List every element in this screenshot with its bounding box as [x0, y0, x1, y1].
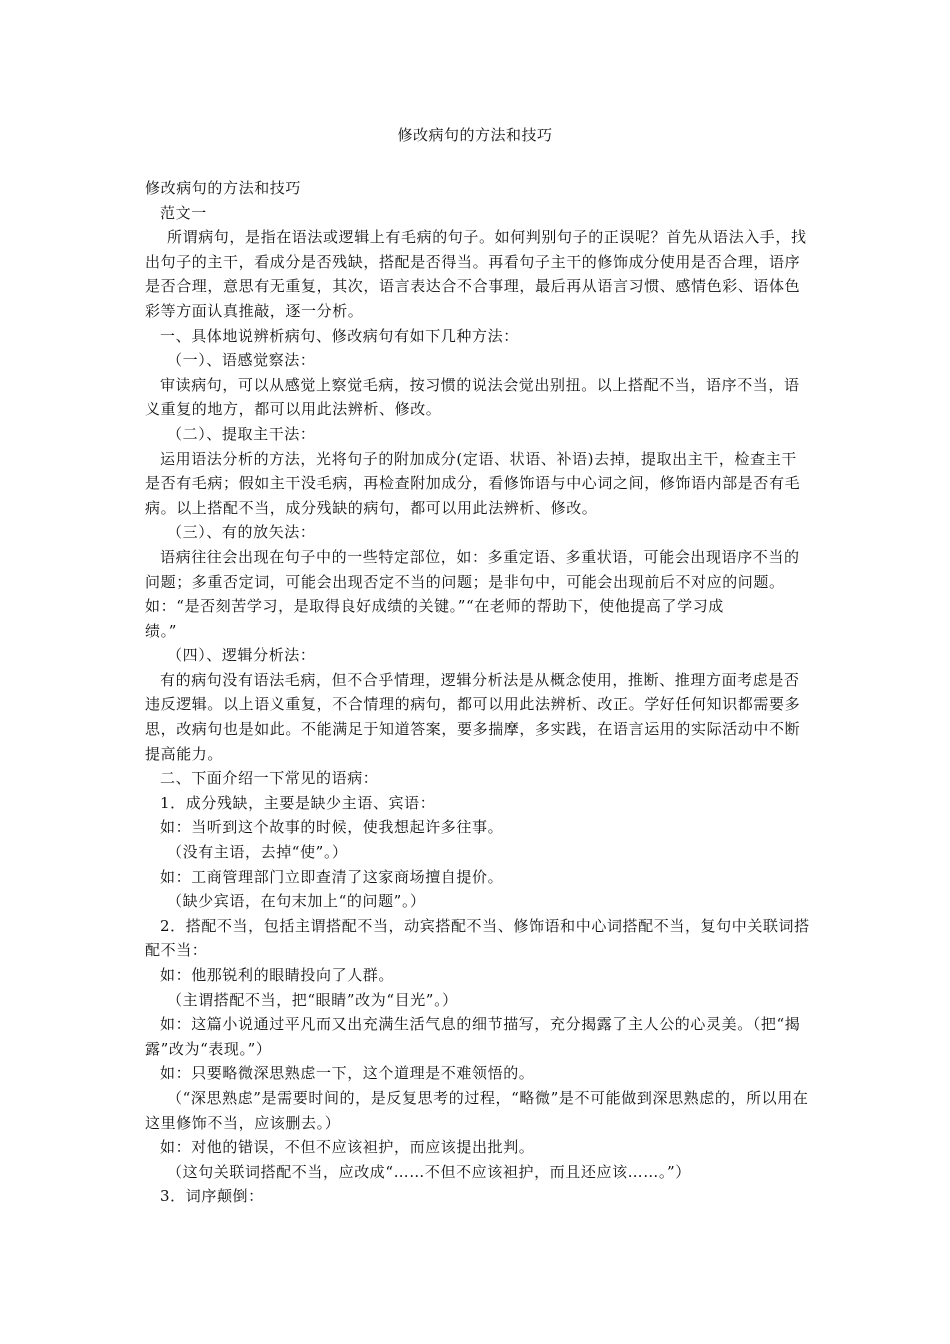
example-2: 如：工商管理部门立即查清了这家商场擅自提价。 [160, 867, 504, 886]
explanation-3: （主谓搭配不当，把“眼睛”改为“目光”。） [167, 990, 458, 1009]
method-four-heading: （四）、逻辑分析法： [167, 646, 316, 665]
item-one-heading: 1．成分残缺，主要是缺少主语、宾语： [160, 793, 436, 812]
method-four-text: 有的病句没有语法毛病，但不合乎情理，逻辑分析法是从概念使用，推断、推理方面考虑是否违反逻辑。以上语义重复，不合情理的病句，都可以用此法辨析、改正。学好任何知识都需要多思，改病句也是如此。不能满足于知道答案，要多揣摩，多实践，在语言运用的实际活动中不断提高能力。 [145, 670, 801, 763]
document-title: 修改病句的方法和技巧 [397, 126, 553, 144]
method-three-text: 语病往往会出现在句子中的一些特定部位，如：多重定语、多重状语，可能会出现语序不当的问题；多重否定词，可能会出现否定不当的问题；是非句中，可能会出现前后不对应的问题。如：“是否刻苦学习，是取得良好成绩的关键。”“在老师的帮助下，使他提高了学习成 [145, 547, 800, 616]
example-6: 如：对他的错误，不但不应该袒护，而应该提出批判。 [160, 1138, 535, 1157]
explanation-2: （缺少宾语，在句末加上“的问题”。） [167, 892, 426, 911]
method-three-heading: （三）、有的放矢法： [167, 523, 316, 542]
method-two-text: 运用语法分析的方法，光将句子的附加成分(定语、状语、补语)去掉，提取出主干，检查主干是否有毛病；假如主干没毛病，再检查附加成分，看修饰语与中心词之间，修饰语内部是否有毛病。以上搭配不当，成分残缺的病句，都可以用此法辨析、修改。 [145, 449, 801, 517]
item-three-heading: 3．词序颠倒： [160, 1187, 264, 1206]
item-two-heading: 2．搭配不当，包括主谓搭配不当，动宾搭配不当、修饰语和中心词搭配不当，复句中关联词搭配不当： [145, 916, 810, 960]
section-one-heading: 一、具体地说辨析病句、修改病句有如下几种方法： [160, 326, 519, 345]
example-3: 如：他那锐利的眼睛投向了人群。 [160, 966, 395, 984]
example-4: 如：这篇小说通过平凡而又出充满生活气息的细节描写，充分揭露了主人公的心灵美。（把“揭露”改为“表现。”） [145, 1015, 801, 1058]
paragraph-intro: 所谓病句，是指在语法或逻辑上有毛病的句子。如何判别句子的正误呢？首先从语法入手，找出句子的主干，看成分是否残缺，搭配是否得当。再看句子主干的修饰成分使用是否合理，语序是否合理，意思有无重复，其次，语言表达合不合事理，最后再从语言习惯、感情色彩、语体色彩等方面认真推敲，逐一分析。 [145, 228, 807, 320]
method-two-heading: （二）、提取主干法： [167, 424, 316, 443]
method-one-heading: （一）、语感觉察法： [167, 351, 316, 370]
sample-label: 范文一 [160, 203, 207, 222]
body-heading: 修改病句的方法和技巧 [145, 179, 302, 197]
method-one-text: 审读病句，可以从感觉上察觉毛病，按习惯的说法会觉出别扭。以上搭配不当，语序不当，语义重复的地方，都可以用此法辨析、修改。 [145, 375, 800, 419]
section-two-heading: 二、下面介绍一下常见的语病： [160, 769, 379, 788]
example-5: 如：只要略微深思熟虑一下，这个道理是不难领悟的。 [160, 1064, 535, 1083]
explanation-6: （这句关联词搭配不当，应改成“……不但不应该袒护，而且还应该……。”） [167, 1162, 691, 1181]
method-three-text-end: 绩。” [145, 621, 177, 640]
example-1: 如：当听到这个故事的时候，使我想起许多往事。 [160, 818, 504, 837]
explanation-1: （没有主语，去掉“使”。） [167, 843, 348, 862]
document-body [145, 176, 810, 1209]
explanation-5: （“深思熟虑”是需要时间的，是反复思考的过程，“略微”是不可能做到深思熟虑的，所以用在这里修饰不当，应该删去。） [145, 1088, 809, 1132]
